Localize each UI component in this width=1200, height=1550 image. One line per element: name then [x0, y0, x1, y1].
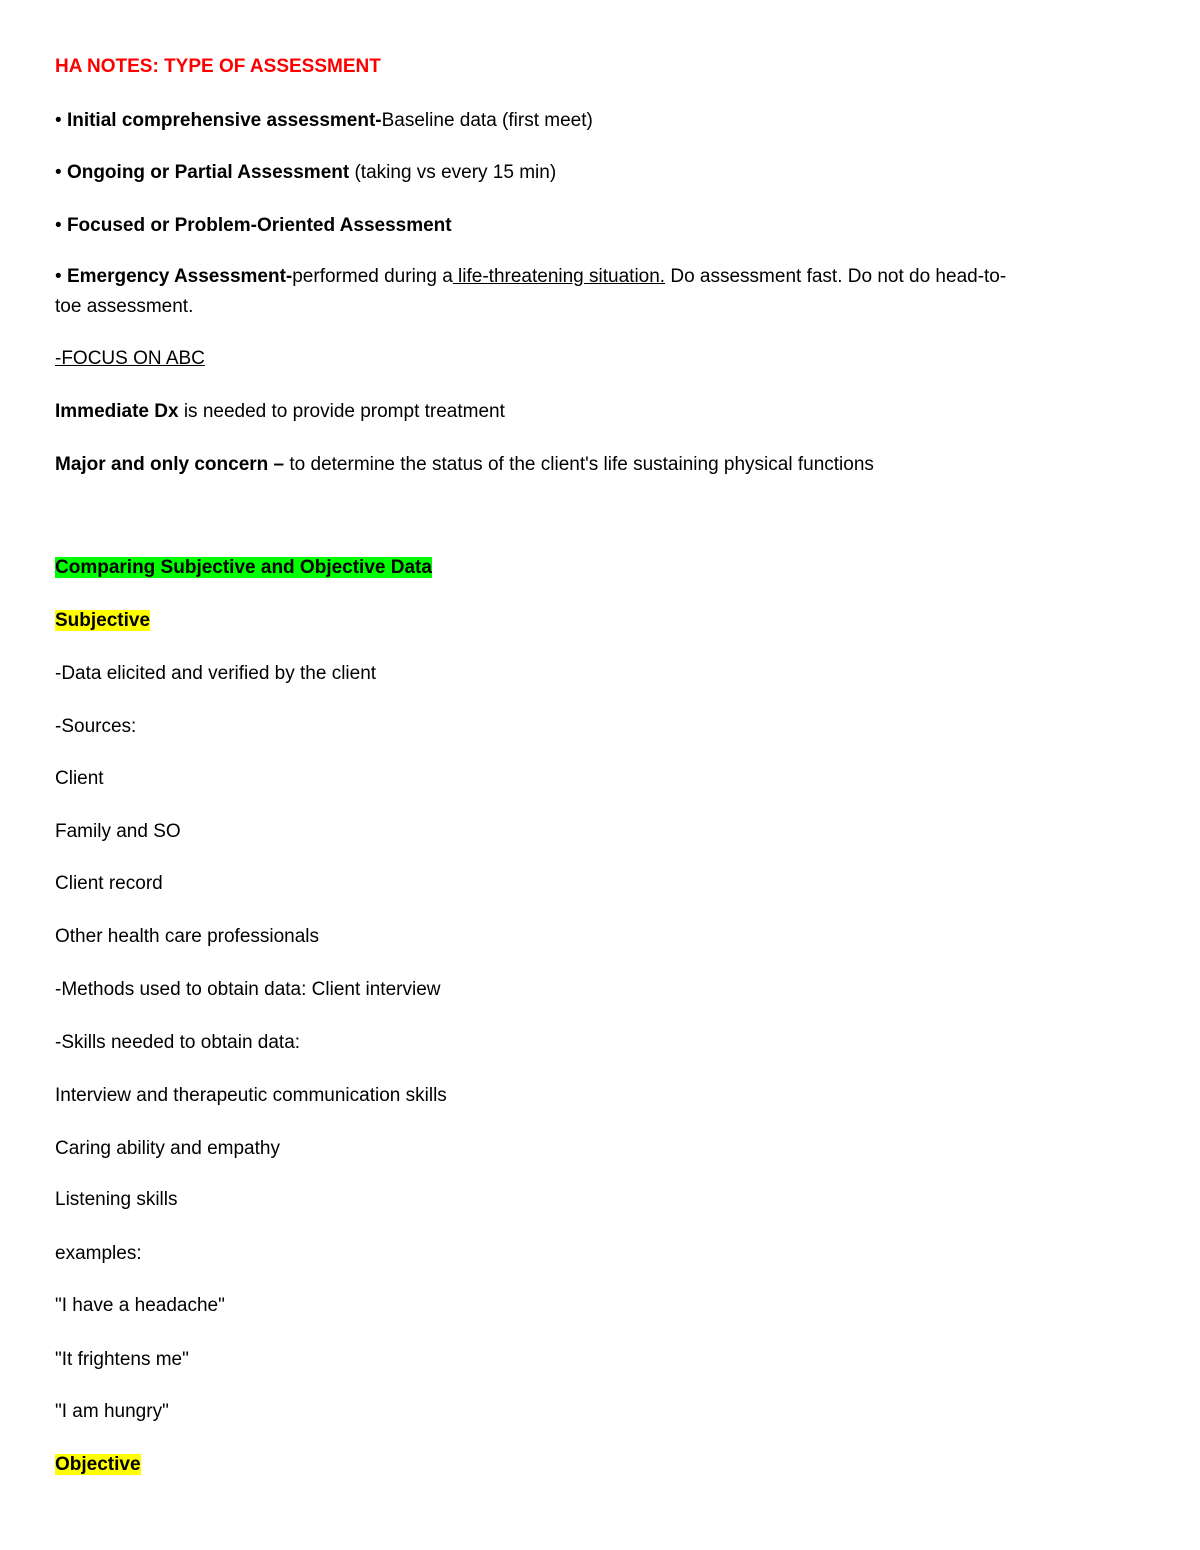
- subjective-line: Other health care professionals: [55, 926, 320, 947]
- emergency-description-line2: toe assessment.: [55, 296, 194, 317]
- assessment-type-ongoing: [55, 161, 556, 185]
- subjective-line: Caring ability and empathy: [55, 1138, 280, 1159]
- term-bold: Major and only concern –: [55, 454, 285, 475]
- subjective-line: Listening skills: [55, 1189, 178, 1210]
- subjective-line: examples:: [55, 1243, 142, 1264]
- assessment-type-description: (taking vs every 15 min): [349, 162, 557, 183]
- assessment-type-name: Ongoing or Partial Assessment: [66, 162, 350, 183]
- subjective-line: -Skills needed to obtain data:: [55, 1032, 301, 1053]
- subjective-line: Family and SO: [55, 821, 181, 842]
- bullet: •: [55, 162, 67, 183]
- bullet: •: [55, 266, 67, 287]
- subjective-line: Client: [55, 768, 104, 789]
- subjective-example: "I am hungry": [55, 1401, 169, 1422]
- subjective-line: -Data elicited and verified by the client: [55, 663, 377, 684]
- comparing-heading-text: Comparing Subjective and Objective Data: [55, 557, 432, 578]
- emergency-description: performed during a: [292, 266, 453, 287]
- subjective-line: -Sources:: [55, 716, 137, 737]
- assessment-type-name: Focused or Problem-Oriented Assessment: [66, 215, 452, 236]
- emergency-underlined-phrase: life-threatening situation.: [452, 266, 666, 287]
- bullet: •: [55, 215, 67, 236]
- subjective-heading: [55, 609, 150, 633]
- immediate-dx-note: [55, 400, 505, 424]
- term-description: to determine the status of the client's life sustaining physical functions: [284, 454, 874, 475]
- assessment-type-emergency: [55, 265, 1006, 289]
- bullet: •: [55, 110, 67, 131]
- subjective-line: -Methods used to obtain data: Client interview: [55, 979, 441, 1000]
- assessment-type-initial: [55, 109, 593, 133]
- subjective-heading-text: Subjective: [55, 610, 151, 631]
- assessment-type-name: Emergency Assessment-: [66, 266, 293, 287]
- objective-heading-text: Objective: [55, 1454, 141, 1475]
- objective-heading: [55, 1453, 141, 1477]
- term-description: is needed to provide prompt treatment: [178, 401, 505, 422]
- subjective-line: Interview and therapeutic communication skills: [55, 1085, 447, 1106]
- assessment-type-focused: [55, 214, 452, 238]
- subjective-example: "It frightens me": [55, 1349, 189, 1370]
- comparing-heading: [55, 556, 432, 580]
- assessment-type-description: Baseline data (first meet): [381, 110, 593, 131]
- subjective-example: "I have a headache": [55, 1295, 225, 1316]
- term-bold: Immediate Dx: [55, 401, 179, 422]
- document-title: HA NOTES: TYPE OF ASSESSMENT: [55, 56, 381, 77]
- assessment-type-name: Initial comprehensive assessment-: [66, 110, 382, 131]
- emergency-description-cont: Do assessment fast. Do not do head-to-: [665, 266, 1007, 287]
- major-concern-note: [55, 453, 874, 477]
- subjective-line: Client record: [55, 873, 163, 894]
- focus-abc-note: -FOCUS ON ABC: [55, 348, 205, 369]
